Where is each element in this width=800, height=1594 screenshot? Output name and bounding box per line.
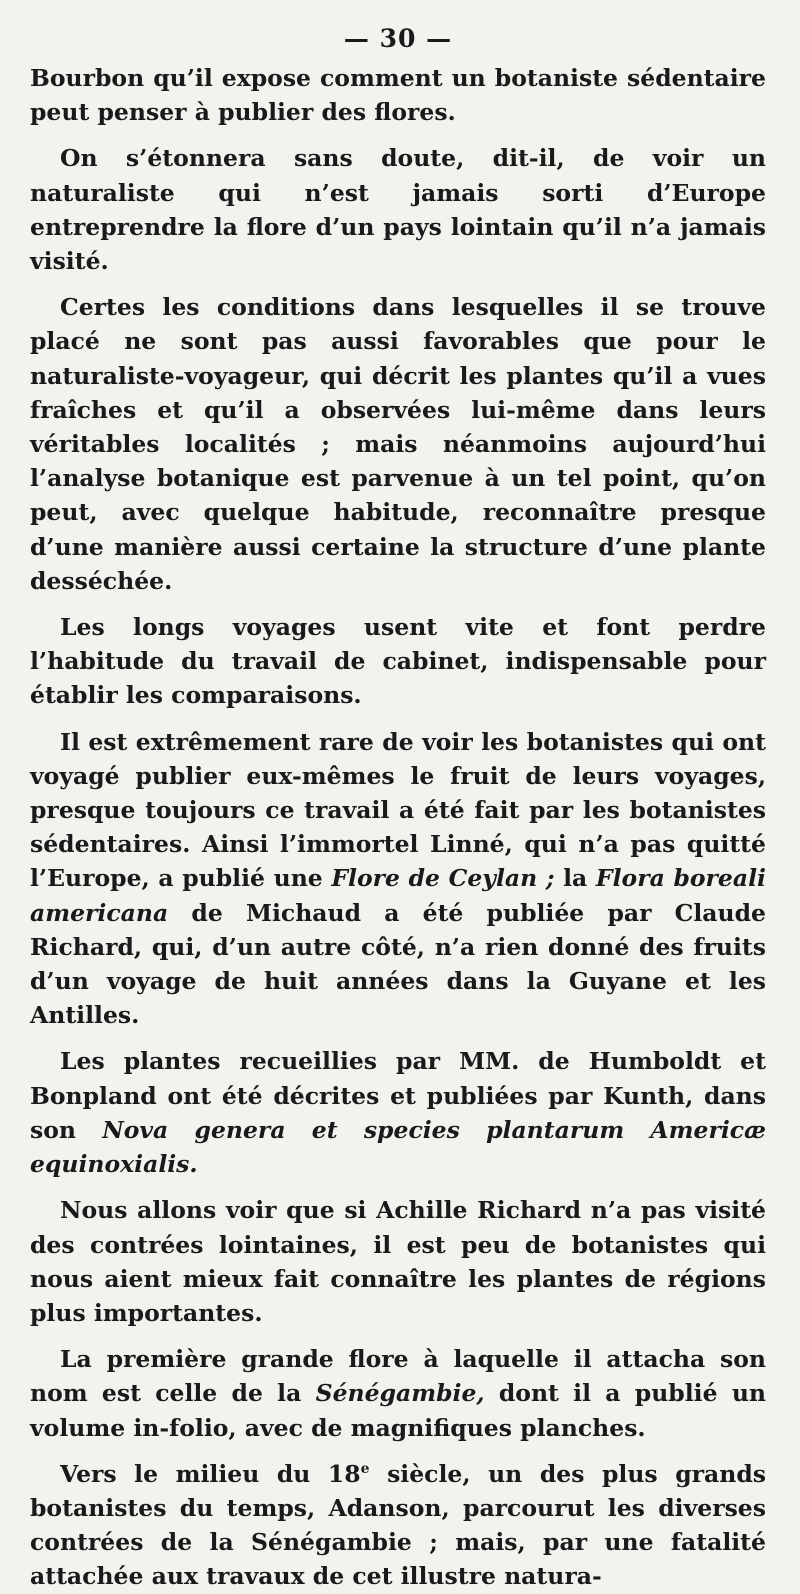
italic-title: Flora boreali americana	[30, 864, 766, 927]
paragraph-text: Les plantes recueillies par MM. de Humboldt et Bonpland ont été décrites et publiées par Kunth, dans son	[30, 1047, 766, 1144]
paragraph-text: La première grande flore à laquelle il attacha son nom est celle de la	[30, 1345, 766, 1408]
paragraph	[30, 1193, 766, 1330]
paragraph-text: Certes les conditions dans lesquelles il se trouve placé ne sont pas aussi favorables que pour le naturaliste-voyageur, qui décrit les plantes qu’il a vues fraîches et qu’il a observées lui-même dans leurs véritables localités ; mais néanmoins aujourd’hui l’analyse botanique est parvenue à un tel point, qu’on peut, avec quelque habitude, reconnaître presque d’une manière aussi certaine la structure d’une plante desséchée.	[30, 293, 766, 595]
paragraph-text: Nous allons voir que si Achille Richard n’a pas visité des contrées lointaines, il est peu de botanistes qui nous aient mieux fait connaître les plantes de régions plus importantes.	[30, 1196, 766, 1327]
paragraph	[30, 1457, 766, 1594]
paragraph-text: Il est extrêmement rare de voir les botanistes qui ont voyagé publier eux-mêmes le fruit de leurs voyages, presque toujours ce travail a été fait par les botanistes sédentaires. Ainsi l’immortel Linné, qui n’a pas quitté l’Europe, a publié une	[30, 727, 766, 893]
paragraph-text: On s’étonnera sans doute, dit-il, de voir un naturaliste qui n’est jamais sorti d’Europe entreprendre la flore d’un pays lointain qu’il n’a jamais visité.	[30, 144, 766, 276]
paragraph-text: de Michaud a été publiée par Claude Richard, qui, d’un autre côté, n’a rien donné des fruits d’un voyage de huit années dans la Guyane et les Antilles.	[30, 898, 766, 1030]
paragraph	[30, 61, 766, 129]
paragraph	[30, 610, 766, 713]
italic-title: Sénégambie,	[315, 1379, 485, 1408]
paragraph	[30, 1044, 766, 1181]
paragraph	[30, 1342, 766, 1445]
body-text	[30, 61, 766, 1594]
paragraph-text: siècle, un des plus grands botanistes du temps, Adanson, parcourut les diverses contrées de la Sénégambie ; mais, par une fatalité attachée aux travaux de cet illustre natura-	[30, 1459, 766, 1591]
italic-title: Nova genera et species plantarum Americæ equinoxialis.	[30, 1115, 766, 1179]
superscript: e	[360, 1460, 370, 1477]
paragraph-text: Les longs voyages usent vite et font perdre l’habitude du travail de cabinet, indispensable pour établir les comparaisons.	[30, 613, 766, 710]
italic-title: Flore de Ceylan ;	[331, 864, 555, 893]
paragraph-text: la	[554, 864, 596, 893]
paragraph	[30, 725, 766, 1033]
page-number: — 30 —	[343, 24, 453, 53]
paragraph-text: Vers le milieu du 18	[60, 1459, 361, 1488]
paragraph	[30, 290, 766, 598]
paragraph-text: dont il a publié un volume in-folio, avec de magnifiques planches.	[30, 1379, 766, 1442]
paragraph-text: Bourbon qu’il expose comment un botaniste sédentaire peut penser à publier des flores.	[30, 64, 766, 127]
paragraph	[30, 141, 766, 278]
